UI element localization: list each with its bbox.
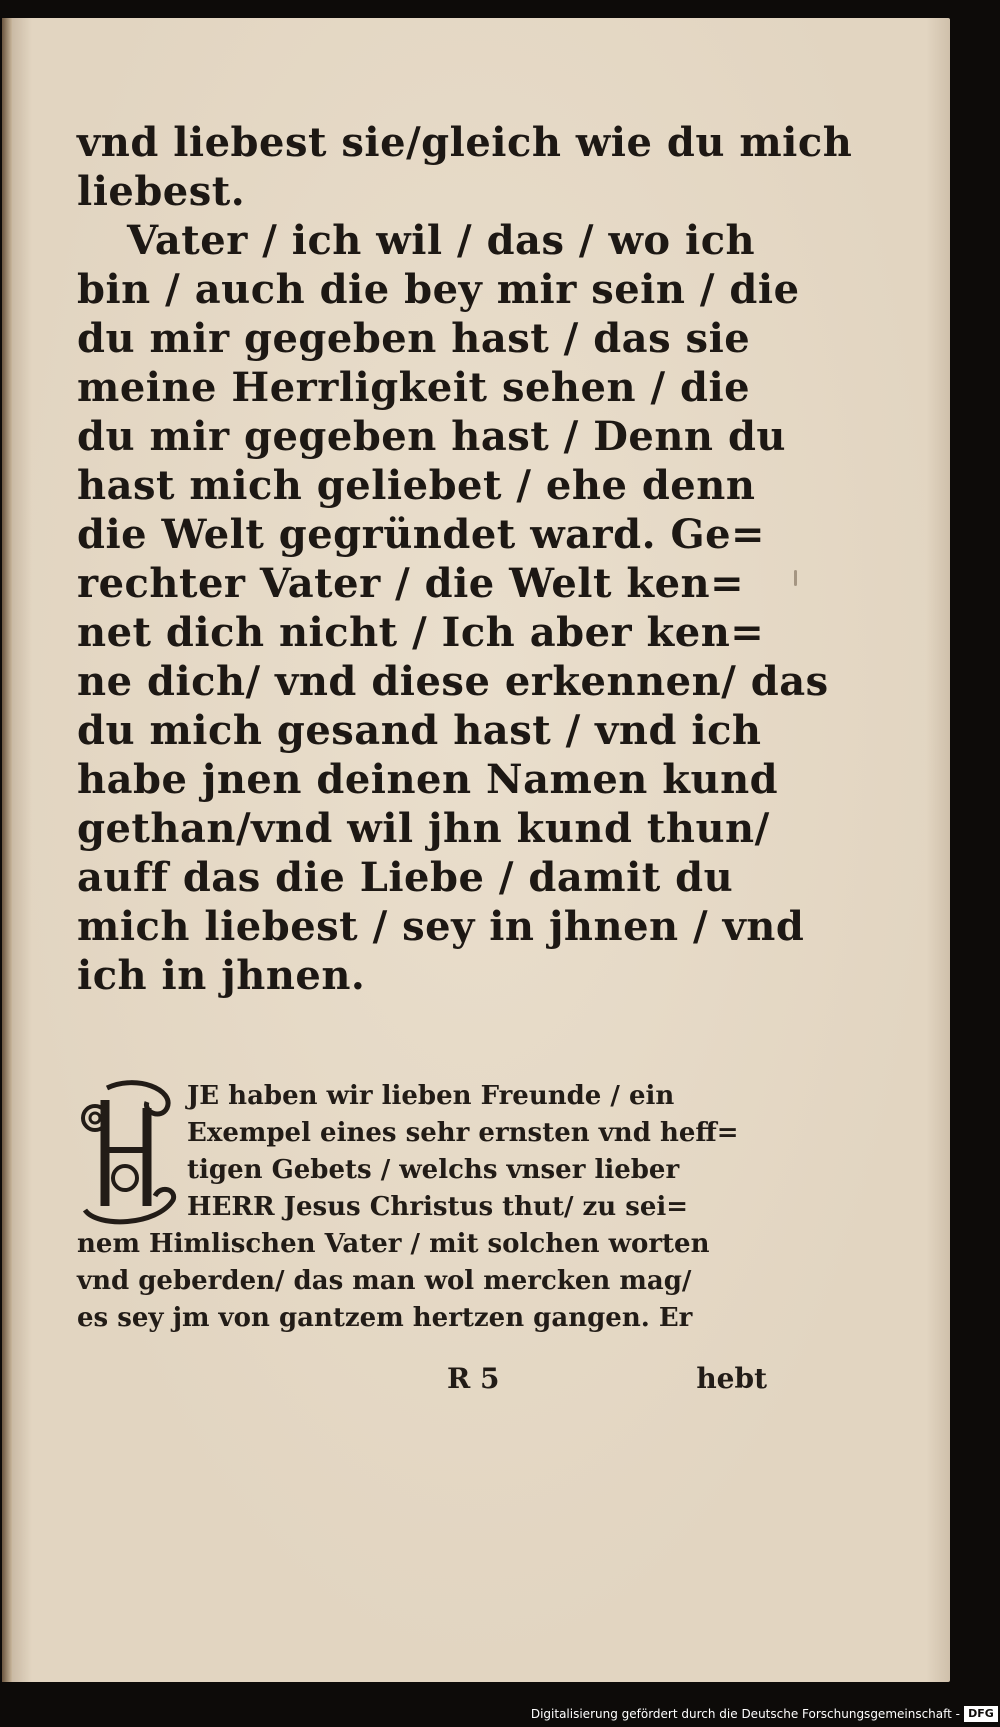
catchword: hebt <box>696 1362 767 1395</box>
text-line: Vater / ich wil / das / wo ich <box>127 217 756 264</box>
text-line: ne dich/ vnd diese erkennen/ das <box>77 658 829 705</box>
text-line: meine Herrligkeit sehen / die <box>77 364 751 411</box>
text-line: ich in jhnen. <box>77 952 366 999</box>
text-line: auff das die Liebe / damit du <box>77 854 734 901</box>
text-line: net dich nicht / Ich aber ken= <box>77 609 765 656</box>
page-footer <box>77 1362 767 1402</box>
text-line: HERR Jesus Christus thut/ zu sei= <box>187 1192 689 1222</box>
text-line: du mir gegeben hast / Denn du <box>77 413 786 460</box>
text-line: du mich gesand hast / vnd ich <box>77 707 762 754</box>
text-line: habe jnen deinen Namen kund <box>77 756 779 803</box>
text-line: du mir gegeben hast / das sie <box>77 315 751 362</box>
text-line: mich liebest / sey in jhnen / vnd <box>77 903 805 950</box>
text-line: rechter Vater / die Welt ken= <box>77 560 745 607</box>
text-line: hast mich geliebet / ehe denn <box>77 462 756 509</box>
text-line: es sey jm von gantzem hertzen gangen. Er <box>77 1303 693 1333</box>
text-line: vnd geberden/ das man wol mercken mag/ <box>77 1266 692 1296</box>
commentary-text <box>77 1078 767 1337</box>
ink-smudge <box>794 570 797 586</box>
text-line: nem Himlischen Vater / mit solchen worten <box>77 1229 710 1259</box>
text-line: gethan/vnd wil jhn kund thun/ <box>77 805 770 852</box>
text-line: JE haben wir lieben Freunde / ein <box>187 1081 675 1111</box>
scripture-text <box>77 118 853 1000</box>
text-line: bin / auch die bey mir sein / die <box>77 266 800 313</box>
text-line: die Welt gegründet ward. Ge= <box>77 511 766 558</box>
signature-mark: R 5 <box>447 1362 500 1395</box>
book-page <box>2 18 950 1682</box>
text-line: tigen Gebets / welchs vnser lieber <box>187 1155 680 1185</box>
page-gutter <box>2 18 12 1682</box>
dfg-logo: DFG <box>964 1706 998 1722</box>
decorated-initial-h <box>77 1078 179 1226</box>
text-line: Exempel eines sehr ernsten vnd heff= <box>187 1118 739 1148</box>
text-line: liebest. <box>77 168 246 215</box>
text-line: vnd liebest sie/gleich wie du mich <box>77 119 853 166</box>
digitization-credit: Digitalisierung gefördert durch die Deutsche Forschungsgemeinschaft - <box>530 1707 960 1721</box>
